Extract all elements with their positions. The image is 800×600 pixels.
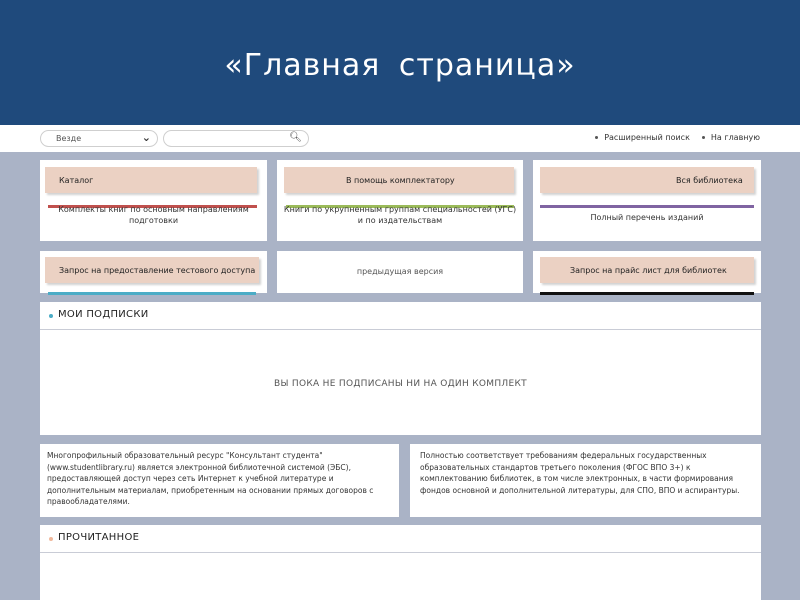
bullet-icon	[49, 537, 53, 541]
card-catalog[interactable]	[40, 160, 267, 241]
card-test-access-underline	[48, 292, 256, 295]
search-toolbar	[0, 125, 800, 152]
subscriptions-empty-message: ВЫ ПОКА НЕ ПОДПИСАНЫ НИ НА ОДИН КОМПЛЕКТ	[274, 379, 527, 389]
card-test-access-ribbon[interactable]: Запрос на предоставление тестового доступа	[45, 257, 259, 283]
site-screenshot	[0, 125, 800, 600]
search-input[interactable]	[163, 130, 309, 147]
info-left: Многопрофильный образовательный ресурс "Консультант студента" (www.studentlibrary.ru) является электронной библиотечной системой (ЭБС), предоставляющей доступ через сеть Интернет к учебной литературе и дополнительным материалам, приобретенным на основании прямых договоров с правообладателями.	[40, 444, 399, 517]
slide-banner	[0, 0, 800, 125]
slide-title: «Главная страница»	[224, 48, 576, 83]
card-whole-library-ribbon[interactable]: Вся библиотека	[540, 167, 754, 193]
card-whole-library-desc: Полный перечень изданий	[590, 213, 704, 222]
home-link[interactable]: На главную	[702, 133, 760, 142]
subscriptions-header	[40, 302, 761, 330]
card-catalog-ribbon[interactable]: Каталог	[45, 167, 257, 193]
card-whole-library[interactable]	[533, 160, 761, 241]
scope-select[interactable]	[40, 130, 158, 147]
card-acquisition-help[interactable]	[277, 160, 523, 241]
card-acquisition-ribbon[interactable]: В помощь комплектатору	[284, 167, 514, 193]
bullet-icon	[595, 136, 598, 139]
previous-version-link[interactable]: предыдущая версия	[356, 267, 444, 276]
card-price-request-ribbon[interactable]: Запрос на прайс лист для библиотек	[540, 257, 754, 283]
info-right: Полностью соответствует требованиям федеральных государственных образовательных стандартов третьего поколения (ФГОС ВПО 3+) к комплектованию библиотек, в том числе электронных, в части формирования фондов основной и дополнительной литературы, для СПО, ВПО и аспирантуры.	[410, 444, 761, 517]
search-icon[interactable]: 🔍︎	[289, 132, 302, 143]
card-price-request[interactable]	[533, 251, 761, 293]
scope-select-value: Везде	[56, 134, 82, 143]
card-acquisition-desc: Книги по укрупненным группам специальностей (УГС) и по издательствам	[283, 205, 517, 225]
card-whole-library-underline	[540, 205, 754, 208]
card-test-access[interactable]	[40, 251, 267, 293]
read-title: ПРОЧИТАННОЕ	[58, 532, 140, 543]
advanced-search-link[interactable]: Расширенный поиск	[595, 133, 690, 142]
card-catalog-desc: Комплекты книг по основным направлениям подготовки	[58, 205, 249, 225]
bullet-icon	[702, 136, 705, 139]
subscriptions-panel	[40, 302, 761, 435]
content-area	[0, 152, 800, 600]
read-header	[40, 525, 761, 553]
subscriptions-title: МОИ ПОДПИСКИ	[58, 309, 149, 320]
bullet-icon	[49, 314, 53, 318]
top-links	[595, 133, 760, 142]
card-previous-version[interactable]	[277, 251, 523, 293]
read-panel	[40, 525, 761, 600]
card-price-request-underline	[540, 292, 754, 295]
chevron-down-icon: ⌄	[141, 131, 151, 144]
